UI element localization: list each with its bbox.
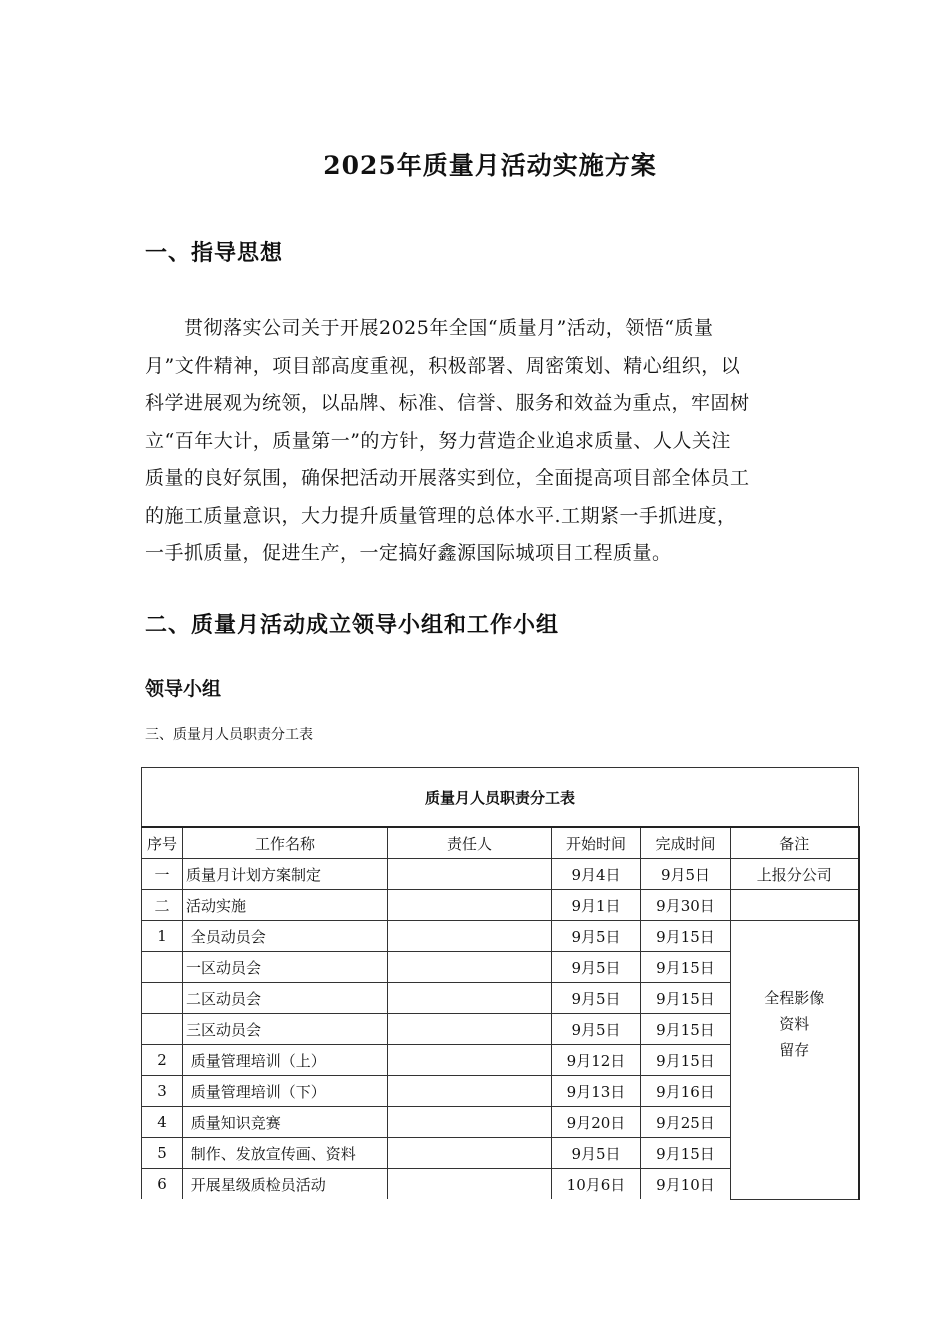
cell-end: 9月25日: [641, 1107, 731, 1138]
cell-owner: [388, 890, 552, 921]
cell-end: 9月10日: [641, 1169, 731, 1200]
cell-no: [142, 952, 183, 983]
cell-start: 9月20日: [552, 1107, 641, 1138]
cell-start: 10月6日: [552, 1169, 641, 1200]
cell-no: 4: [142, 1107, 183, 1138]
table-header-row: [142, 827, 859, 859]
paragraph-line: 贯彻落实公司关于开展2025年全国“质量月”活动，领悟“质量: [145, 317, 714, 339]
cell-no: 2: [142, 1045, 183, 1076]
cell-name: 开展星级质检员活动: [183, 1169, 388, 1200]
cell-owner: [388, 1076, 552, 1107]
cell-name: 质量管理培训（上）: [183, 1045, 388, 1076]
cell-no: 5: [142, 1138, 183, 1169]
cell-end: 9月15日: [641, 983, 731, 1014]
cell-owner: [388, 1045, 552, 1076]
paragraph-line: 立“百年大计，质量第一”的方针，努力营造企业追求质量、人人关注: [145, 429, 731, 452]
cell-start: 9月5日: [552, 1138, 641, 1169]
cell-owner: [388, 983, 552, 1014]
cell-end: 9月16日: [641, 1076, 731, 1107]
page-title: 2025年质量月活动实施方案: [323, 151, 657, 180]
cell-remark: [731, 890, 859, 921]
cell-owner: [388, 921, 552, 952]
cell-remark: 上报分公司: [731, 859, 859, 890]
remark-line: 资料: [779, 1015, 810, 1033]
paragraph-line: 一手抓质量，促进生产，一定搞好鑫源国际城项目工程质量。: [145, 542, 672, 564]
cell-start: 9月1日: [552, 890, 641, 921]
section-heading-guiding-ideology: 一、指导思想: [145, 240, 284, 266]
cell-start: 9月5日: [552, 952, 641, 983]
cell-no: 1: [142, 921, 183, 952]
cell-owner: [388, 1014, 552, 1045]
cell-name: 活动实施: [183, 890, 388, 921]
table-caption: 三、质量月人员职责分工表: [145, 727, 313, 743]
cell-name: 三区动员会: [183, 1014, 388, 1045]
column-header-no: 序号: [142, 827, 183, 859]
cell-name: 全员动员会: [183, 921, 388, 952]
cell-start: 9月13日: [552, 1076, 641, 1107]
cell-no: 3: [142, 1076, 183, 1107]
paragraph-line: 的施工质量意识，大力提升质量管理的总体水平.工期紧一手抓进度，: [145, 504, 737, 527]
cell-no: 一: [142, 859, 183, 890]
remark-line: 全程影像: [764, 989, 825, 1007]
column-header-name: 工作名称: [183, 827, 388, 859]
cell-end: 9月15日: [641, 952, 731, 983]
cell-owner: [388, 952, 552, 983]
cell-name: 质量管理培训（下）: [183, 1076, 388, 1107]
paragraph-line: 科学进展观为统领，以品牌、标准、信誉、服务和效益为重点，牢固树: [145, 392, 750, 414]
cell-name: 一区动员会: [183, 952, 388, 983]
remark-line: 留存: [779, 1041, 810, 1059]
cell-owner: [388, 1107, 552, 1138]
cell-end: 9月5日: [641, 859, 731, 890]
cell-start: 9月12日: [552, 1045, 641, 1076]
paragraph-line: 质量的良好氛围，确保把活动开展落实到位，全面提高项目部全体员工: [145, 467, 750, 489]
guiding-ideology-paragraph: [145, 310, 845, 573]
cell-no: [142, 983, 183, 1014]
duty-table: [141, 767, 860, 1200]
cell-end: 9月15日: [641, 1014, 731, 1045]
table-row: [142, 890, 859, 921]
column-header-start: 开始时间: [552, 827, 641, 859]
cell-end: 9月15日: [641, 1045, 731, 1076]
merged-remark-cell: [731, 921, 859, 1200]
cell-owner: [388, 1138, 552, 1169]
cell-start: 9月5日: [552, 983, 641, 1014]
column-header-remark: 备注: [731, 827, 859, 859]
sub-heading-leadership-group: 领导小组: [145, 678, 222, 700]
cell-no: 6: [142, 1169, 183, 1200]
cell-name: 质量知识竞赛: [183, 1107, 388, 1138]
column-header-owner: 责任人: [388, 827, 552, 859]
cell-start: 9月5日: [552, 921, 641, 952]
cell-end: 9月15日: [641, 1138, 731, 1169]
table-row: [142, 921, 859, 952]
cell-start: 9月5日: [552, 1014, 641, 1045]
cell-name: 质量月计划方案制定: [183, 859, 388, 890]
paragraph-line: 月”文件精神，项目部高度重视，积极部署、周密策划、精心组织，以: [145, 354, 741, 377]
cell-end: 9月30日: [641, 890, 731, 921]
cell-start: 9月4日: [552, 859, 641, 890]
cell-no: 二: [142, 890, 183, 921]
cell-owner: [388, 859, 552, 890]
table-row: [142, 859, 859, 890]
column-header-end: 完成时间: [641, 827, 731, 859]
cell-name: 二区动员会: [183, 983, 388, 1014]
cell-name: 制作、发放宣传画、资料: [183, 1138, 388, 1169]
cell-owner: [388, 1169, 552, 1200]
cell-no: [142, 1014, 183, 1045]
cell-end: 9月15日: [641, 921, 731, 952]
table-title: 质量月人员职责分工表: [142, 768, 859, 828]
section-heading-groups: 二、质量月活动成立领导小组和工作小组: [145, 612, 560, 638]
